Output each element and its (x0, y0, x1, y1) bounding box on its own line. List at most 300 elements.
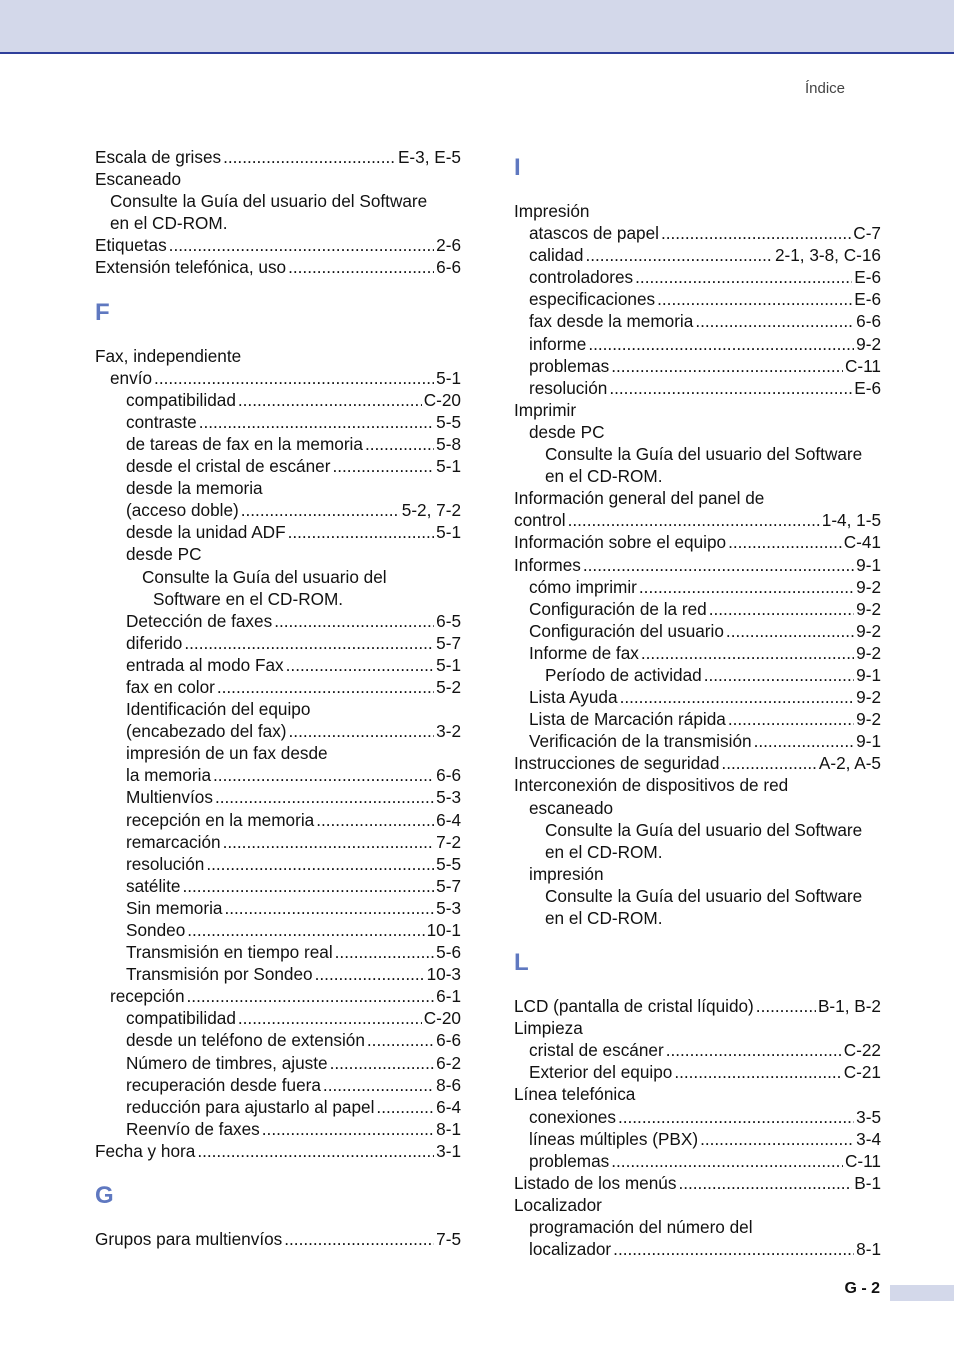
index-term: diferido (126, 632, 183, 653)
page-reference: C-11 (845, 355, 881, 376)
page-reference: 2-6 (436, 235, 461, 256)
index-letter-heading: G (95, 1182, 114, 1210)
page-reference: 9-2 (856, 576, 881, 597)
index-entry (514, 1039, 881, 1061)
index-entry-text (514, 841, 881, 863)
page-reference: 8-6 (436, 1074, 461, 1095)
index-letter-heading: F (95, 298, 110, 326)
header-band (0, 0, 954, 54)
index-entry (514, 554, 881, 576)
page-reference: 2-1, 3-8, C-16 (774, 245, 881, 266)
page-reference: 6-4 (436, 1096, 461, 1117)
index-entry (95, 1052, 461, 1074)
dot-leader (674, 1061, 841, 1083)
dot-leader (187, 919, 424, 941)
index-entry-text (95, 742, 461, 764)
index-entry (95, 455, 461, 477)
index-entry (514, 377, 881, 399)
index-entry (95, 985, 461, 1007)
index-entry (95, 1074, 461, 1096)
page-reference: C-21 (843, 1062, 881, 1083)
index-entry (514, 576, 881, 598)
page-reference: C-20 (423, 1008, 461, 1029)
index-entry-text (514, 907, 881, 929)
dot-leader (238, 389, 422, 411)
dot-leader (721, 752, 816, 774)
dot-leader (187, 985, 435, 1007)
page-reference: 5-3 (436, 787, 461, 808)
index-term: especificaciones (529, 289, 656, 310)
index-term: Consulte la Guía del usuario del Software (545, 819, 863, 840)
index-term: satélite (126, 875, 181, 896)
index-entry-text (514, 819, 881, 841)
index-entry (514, 752, 881, 774)
index-term: Línea telefónica (514, 1084, 636, 1105)
dot-leader (756, 995, 816, 1017)
index-entry (95, 411, 461, 433)
page-reference: 9-2 (856, 642, 881, 663)
dot-leader (332, 455, 434, 477)
index-term: desde la memoria (126, 478, 263, 499)
index-entry (95, 676, 461, 698)
dot-leader (217, 676, 434, 698)
dot-leader (286, 654, 435, 676)
index-column-left (95, 146, 461, 1250)
dot-leader (704, 664, 854, 686)
index-term: en el CD-ROM. (545, 908, 663, 928)
page-reference: 1-4, 1-5 (821, 510, 881, 531)
index-term: desde un teléfono de extensión (126, 1030, 365, 1051)
index-entry (95, 1096, 461, 1118)
index-entry (95, 963, 461, 985)
dot-leader (367, 1029, 434, 1051)
page-reference: 3-4 (856, 1128, 881, 1149)
index-term: Sondeo (126, 920, 186, 940)
index-entry-text (95, 698, 461, 720)
index-term: Interconexión de dispositivos de red (514, 775, 789, 796)
index-term: Escala de grises (95, 147, 222, 167)
page-reference: 6-4 (436, 809, 461, 830)
page-reference: C-7 (853, 223, 881, 244)
index-term: desde la unidad ADF (126, 522, 286, 543)
index-term: contraste (126, 411, 197, 432)
index-term: Transmisión por Sondeo (126, 964, 313, 985)
index-term: programación del número del (529, 1217, 753, 1238)
index-term: Reenvío de faxes (126, 1118, 260, 1139)
dot-leader (639, 576, 854, 598)
index-term: Limpieza (514, 1018, 583, 1039)
index-term: Imprimir (514, 399, 577, 420)
index-term: Multienvíos (126, 787, 213, 808)
index-entry-text (514, 885, 881, 907)
index-entry (95, 831, 461, 853)
index-term: informe (529, 333, 587, 354)
index-term: Lista de Marcación rápida (529, 709, 726, 730)
index-letter-heading: I (514, 154, 521, 181)
index-entry (95, 521, 461, 543)
index-entry (514, 244, 881, 266)
index-entry-text (514, 1194, 881, 1216)
index-entry (95, 786, 461, 808)
index-term: Transmisión en tiempo real (126, 942, 333, 963)
page-reference: 5-7 (436, 632, 461, 653)
index-term: Etiquetas (95, 235, 167, 256)
index-entry-text (514, 1017, 881, 1039)
index-term: líneas múltiples (PBX) (529, 1128, 699, 1149)
index-term: Listado de los menús (514, 1172, 677, 1193)
index-entry (514, 333, 881, 355)
index-entry (514, 642, 881, 664)
page-reference: 5-1 (436, 456, 461, 477)
index-entry-text (514, 774, 881, 796)
index-term: Detección de faxes (126, 610, 273, 631)
index-term: resolución (126, 853, 205, 874)
index-entry (514, 620, 881, 642)
page-reference: 6-6 (856, 311, 881, 332)
index-term: impresión (529, 863, 604, 884)
index-entry (514, 686, 881, 708)
index-entry-text (95, 168, 461, 190)
index-term: Identificación del equipo (126, 699, 311, 720)
dot-leader (583, 554, 854, 576)
dot-leader (330, 1052, 435, 1074)
dot-leader (620, 686, 855, 708)
page-reference: 3-5 (856, 1106, 881, 1127)
dot-leader (700, 1128, 854, 1150)
dot-leader (206, 853, 434, 875)
index-entry (514, 1061, 881, 1083)
dot-leader (316, 809, 434, 831)
page-reference: B-1 (854, 1172, 881, 1193)
dot-leader (241, 499, 400, 521)
index-entry (514, 708, 881, 730)
index-term: remarcación (126, 831, 221, 852)
index-entry-text (514, 200, 881, 222)
dot-leader (613, 1238, 854, 1260)
index-term: recuperación desde fuera (126, 1074, 321, 1095)
index-term: compatibilidad (126, 389, 236, 410)
index-term: Impresión (514, 201, 590, 221)
index-entry-text (514, 443, 881, 465)
dot-leader (199, 411, 434, 433)
index-entry (514, 310, 881, 332)
index-term: Exterior del equipo (529, 1062, 673, 1083)
index-entry (514, 355, 881, 377)
page-reference: C-41 (843, 532, 881, 553)
page-reference: 5-5 (436, 853, 461, 874)
index-term: Consulte la Guía del usuario del (142, 566, 387, 587)
index-entry (95, 1118, 461, 1140)
index-term: Fecha y hora (95, 1140, 196, 1161)
index-entry (95, 433, 461, 455)
index-entry-text (514, 863, 881, 885)
index-term: envío (110, 367, 153, 388)
page-reference: 10-1 (426, 920, 461, 940)
index-term: recepción en la memoria (126, 809, 315, 830)
index-term: Verificación de la transmisión (529, 731, 752, 752)
dot-leader (641, 642, 854, 664)
dot-leader (223, 831, 435, 853)
index-term: resolución (529, 377, 608, 398)
index-entry-text (95, 190, 461, 212)
dot-leader (568, 509, 820, 531)
index-term: desde PC (126, 544, 202, 565)
index-entry (95, 1029, 461, 1051)
index-term: compatibilidad (126, 1008, 236, 1029)
index-entry-text (95, 477, 461, 499)
dot-leader (262, 1118, 434, 1140)
page-reference: 5-6 (436, 942, 461, 963)
index-term: Sin memoria (126, 897, 223, 918)
dot-leader (213, 764, 434, 786)
index-entry (95, 234, 461, 256)
index-entry (95, 919, 461, 941)
dot-leader (288, 256, 434, 278)
index-term: fax en color (126, 676, 215, 697)
dot-leader (223, 146, 396, 168)
dot-leader (238, 1007, 422, 1029)
index-term: Número de timbres, ajuste (126, 1052, 328, 1073)
index-entry-text (95, 345, 461, 367)
page-reference: E-6 (854, 267, 881, 288)
dot-leader (611, 1150, 843, 1172)
dot-leader (678, 1172, 852, 1194)
index-term: Escaneado (95, 169, 182, 190)
index-entry (514, 995, 881, 1017)
page-reference: 9-1 (856, 664, 881, 685)
index-entry-text (514, 421, 881, 443)
page-reference: 7-5 (436, 1229, 461, 1250)
page-reference: 6-6 (436, 1030, 461, 1051)
index-term: Instrucciones de seguridad (514, 753, 720, 774)
index-letter-heading: L (514, 949, 529, 977)
section-title: Índice (804, 80, 845, 97)
dot-leader (365, 433, 434, 455)
index-term: (acceso doble) (126, 500, 239, 521)
page-reference: 5-5 (436, 411, 461, 432)
index-entry (514, 1238, 881, 1260)
index-term: Informes (514, 554, 581, 575)
index-term: Extensión telefónica, uso (95, 257, 287, 278)
dot-leader (289, 720, 435, 742)
index-entry (95, 632, 461, 654)
page-reference: 9-2 (856, 333, 881, 354)
page-reference: C-11 (845, 1150, 881, 1171)
index-entry (95, 720, 461, 742)
index-term: (encabezado del fax) (126, 721, 287, 742)
index-entry (95, 499, 461, 521)
index-entry (514, 222, 881, 244)
page-reference: 9-1 (856, 731, 881, 752)
dot-leader (609, 377, 852, 399)
page-reference: C-22 (843, 1040, 881, 1061)
page-reference: 8-1 (436, 1118, 461, 1139)
index-entry (95, 853, 461, 875)
index-entry (95, 610, 461, 632)
dot-leader (197, 1140, 434, 1162)
page-reference: 6-6 (436, 765, 461, 786)
dot-leader (695, 310, 854, 332)
index-entry-text (95, 588, 461, 610)
footer-band (890, 1285, 954, 1301)
dot-leader (284, 1228, 434, 1250)
page-reference: 5-2 (436, 676, 461, 697)
dot-leader (618, 1106, 854, 1128)
index-entry (95, 1228, 461, 1250)
page-reference: 5-3 (436, 897, 461, 918)
index-term: Consulte la Guía del usuario del Software (545, 885, 863, 906)
dot-leader (335, 941, 435, 963)
index-term: Consulte la Guía del usuario del Software (110, 191, 428, 212)
page-reference: C-20 (423, 389, 461, 410)
index-term: Configuración del usuario (529, 620, 724, 641)
dot-leader (182, 875, 434, 897)
dot-leader (661, 222, 851, 244)
page-reference: 9-2 (856, 687, 881, 708)
index-term: LCD (pantalla de cristal líquido) (514, 996, 754, 1017)
page-reference: E-6 (854, 289, 881, 310)
index-term: Información general del panel de (514, 488, 765, 509)
dot-leader (611, 355, 843, 377)
index-entry (95, 764, 461, 786)
page-reference: 5-7 (436, 875, 461, 896)
dot-leader (215, 786, 434, 808)
page-reference: 5-8 (436, 433, 461, 454)
dot-leader (709, 598, 854, 620)
dot-leader (154, 367, 434, 389)
index-entry-text (514, 1216, 881, 1238)
page-reference: 5-1 (436, 367, 461, 388)
index-term: Lista Ayuda (529, 687, 618, 708)
index-column-right (514, 146, 881, 1260)
page-reference: 8-1 (856, 1239, 881, 1260)
index-term: localizador (529, 1239, 612, 1260)
index-term: control (514, 510, 566, 531)
index-entry (95, 875, 461, 897)
index-entry (514, 1106, 881, 1128)
index-entry (95, 941, 461, 963)
dot-leader (224, 897, 434, 919)
dot-leader (588, 333, 854, 355)
dot-leader (184, 632, 434, 654)
index-term: problemas (529, 355, 610, 376)
page-reference: 5-1 (436, 654, 461, 675)
index-entry (514, 664, 881, 686)
index-entry (514, 1128, 881, 1150)
index-term: Período de actividad (545, 664, 702, 685)
index-entry-text (514, 399, 881, 421)
dot-leader (635, 266, 852, 288)
index-term: recepción (110, 986, 185, 1007)
page-reference: 6-2 (436, 1052, 461, 1073)
index-term: Grupos para multienvíos (95, 1229, 283, 1250)
index-term: problemas (529, 1150, 610, 1171)
index-term: entrada al modo Fax (126, 654, 284, 675)
page-reference: 6-6 (436, 257, 461, 278)
index-entry (95, 389, 461, 411)
page-reference: E-6 (854, 377, 881, 398)
index-entry (514, 730, 881, 752)
page-reference: 3-1 (436, 1140, 461, 1161)
dot-leader (728, 531, 842, 553)
page-reference: 9-1 (856, 554, 881, 575)
index-entry (95, 809, 461, 831)
index-term: en el CD-ROM. (545, 466, 663, 487)
dot-leader (657, 288, 852, 310)
index-entry-text (514, 487, 881, 509)
index-term: Configuración de la red (529, 598, 707, 619)
dot-leader (274, 610, 434, 632)
index-term: desde PC (529, 421, 605, 442)
index-entry (514, 1150, 881, 1172)
dot-leader (728, 708, 854, 730)
dot-leader (666, 1039, 842, 1061)
dot-leader (169, 234, 434, 256)
index-term: en el CD-ROM. (110, 213, 228, 234)
page-reference: 3-2 (436, 721, 461, 742)
index-term: reducción para ajustarlo al papel (126, 1096, 375, 1117)
index-term: impresión de un fax desde (126, 743, 328, 764)
page-reference: 9-2 (856, 598, 881, 619)
index-entry (514, 266, 881, 288)
dot-leader (323, 1074, 434, 1096)
index-term: desde el cristal de escáner (126, 456, 331, 477)
index-entry (95, 1007, 461, 1029)
index-entry (95, 256, 461, 278)
index-term: Consulte la Guía del usuario del Software (545, 444, 863, 465)
index-term: Localizador (514, 1194, 602, 1215)
index-entry (514, 598, 881, 620)
index-entry (95, 367, 461, 389)
dot-leader (376, 1096, 434, 1118)
index-entry-text (514, 797, 881, 819)
index-term: controladores (529, 267, 634, 288)
page-number: G - 2 (844, 1280, 880, 1297)
index-term: cristal de escáner (529, 1040, 664, 1061)
index-term: atascos de papel (529, 223, 659, 244)
index-entry (95, 654, 461, 676)
index-term: calidad (529, 245, 584, 266)
dot-leader (726, 620, 854, 642)
page-reference: 6-5 (436, 610, 461, 631)
index-term: Fax, independiente (95, 345, 242, 366)
index-entry-text (95, 543, 461, 565)
index-entry-text (95, 566, 461, 588)
page-reference: 5-1 (436, 522, 461, 543)
index-term: Información sobre el equipo (514, 532, 727, 553)
page-reference: 6-1 (436, 986, 461, 1007)
index-term: Software en el CD-ROM. (153, 588, 344, 609)
index-term: de tareas de fax en la memoria (126, 433, 363, 454)
index-entry (95, 146, 461, 168)
index-term: Informe de fax (529, 642, 639, 663)
index-entry-text (514, 465, 881, 487)
page-reference: 7-2 (436, 831, 461, 852)
index-entry-text (95, 212, 461, 234)
page-reference: 5-2, 7-2 (401, 500, 461, 521)
dot-leader (585, 244, 772, 266)
index-term: escaneado (529, 797, 614, 818)
index-term: cómo imprimir (529, 576, 637, 597)
index-entry (514, 531, 881, 553)
index-entry (514, 1172, 881, 1194)
page-reference: 10-3 (426, 964, 461, 985)
index-term: la memoria (126, 765, 212, 786)
page-reference: 9-2 (856, 709, 881, 730)
index-entry-text (514, 1083, 881, 1105)
dot-leader (315, 963, 425, 985)
index-entry (514, 509, 881, 531)
